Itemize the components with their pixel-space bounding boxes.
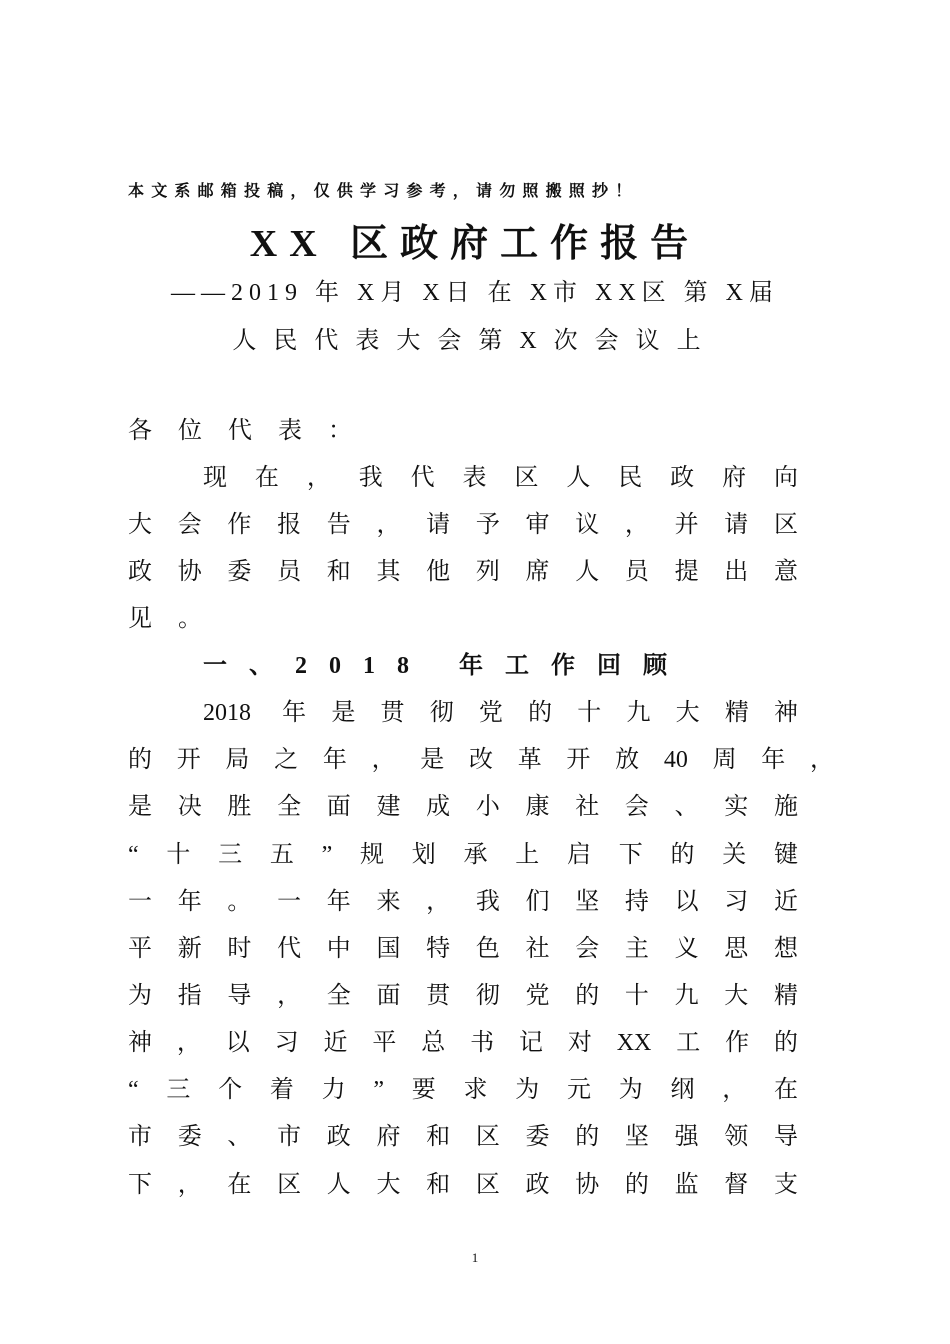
body-line: 2018 年是贯彻党的十九大精神 xyxy=(203,700,798,726)
body-line: 政协委员和其他列席人员提出意 xyxy=(128,559,798,585)
subtitle-line-2: 人民代表大会第X次会议上 xyxy=(232,328,718,354)
body-line: 为指导，全面贯彻党的十九大精 xyxy=(128,983,798,1009)
document-title: XX 区政府工作报告 xyxy=(249,223,701,265)
body-line: 神，以习近平总书记对XX工作的 xyxy=(128,1030,798,1056)
body-line: “三个着力”要求为元为纲，在 xyxy=(128,1077,798,1103)
body-line: 市委、市政府和区委的坚强领导 xyxy=(128,1124,798,1150)
submission-notice: 本文系邮箱投稿，仅供学习参考，请勿照搬照抄！ xyxy=(128,183,639,200)
section-heading: 一、2018 年工作回顾 xyxy=(203,653,689,679)
body-line: 现在，我代表区人民政府向 xyxy=(203,465,798,491)
greeting: 各位代表： xyxy=(128,418,378,444)
body-line: 是决胜全面建成小康社会、实施 xyxy=(128,794,798,820)
page-number: 1 xyxy=(471,1250,479,1265)
body-line: 大会作报告，请予审议，并请区 xyxy=(128,512,798,538)
body-line: 下，在区人大和区政协的监督支 xyxy=(128,1172,798,1198)
body-line: 一年。一年来，我们坚持以习近 xyxy=(128,889,798,915)
subtitle-line-1: ——2019 年 X月 X日 在 X市 XX区 第 X届 xyxy=(171,280,779,306)
body-line: 的开局之年，是改革开放40周年， xyxy=(128,747,834,773)
body-line: 平新时代中国特色社会主义思想 xyxy=(128,936,798,962)
body-line: “十三五”规划承上启下的关键 xyxy=(128,842,798,868)
body-line: 见。 xyxy=(128,606,228,632)
